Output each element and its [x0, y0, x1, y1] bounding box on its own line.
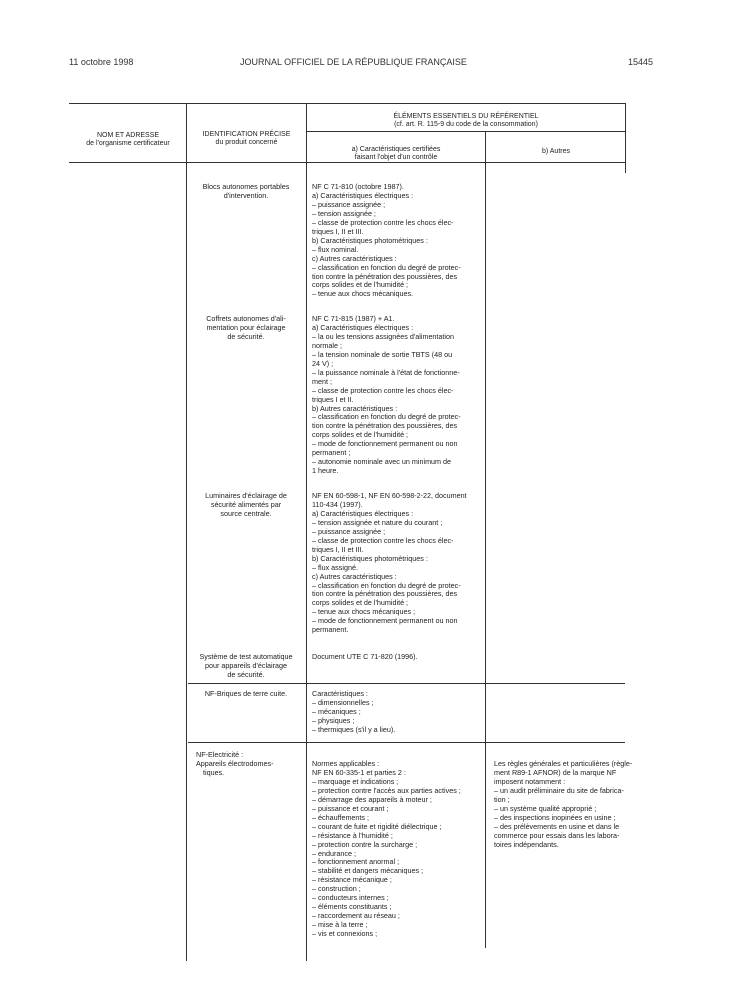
- spec-line: – tension assignée ;: [312, 208, 376, 218]
- spec-line: – classification en fonction du degré de protec-: [312, 412, 461, 422]
- column-header-autres: b) Autres: [541, 148, 570, 155]
- product-line: tiques.: [203, 767, 225, 777]
- spec-line: triques I et II.: [312, 394, 354, 404]
- spec-line: permanent ;: [312, 448, 351, 458]
- column-header-organisme: [72, 132, 184, 148]
- column-header-produit-line1: IDENTIFICATION PRÉCISE: [202, 131, 291, 138]
- spec-line: corps solides et de l'humidité ;: [312, 430, 409, 440]
- column-group-header: [310, 113, 622, 129]
- column-header-caracteristiques: [308, 146, 484, 162]
- spec-line: corps solides et de l'humidité ;: [312, 280, 409, 290]
- table-top-rule: [69, 103, 625, 104]
- spec-line: b) Caractéristiques photométriques :: [312, 235, 428, 245]
- col-divider-4: [625, 103, 626, 173]
- spec-line: NF C 71-815 (1987) + A1.: [312, 314, 395, 323]
- spec-line: tion contre la pénétration des poussières, des: [312, 271, 458, 281]
- product-name: [189, 492, 303, 519]
- spec-line: – protection contre la surcharge ;: [312, 839, 418, 849]
- spec-line: – puissance assignée ;: [312, 526, 386, 536]
- spec-line: – classe de protection contre les chocs élec-: [312, 217, 454, 227]
- spec-line: – flux nominal.: [312, 244, 359, 254]
- specs-list: [312, 690, 482, 735]
- spec-line: 1 heure.: [312, 466, 339, 476]
- table-header-bottom-rule: [69, 162, 625, 163]
- specs-list: [312, 653, 482, 662]
- spec-line: – physiques ;: [312, 715, 355, 725]
- spec-line: – puissance et courant ;: [312, 803, 389, 813]
- spec-line: – la puissance nominale à l'état de fonctionne-: [312, 367, 460, 377]
- other-line: – un système qualité approprié ;: [494, 803, 597, 813]
- spec-line: – vis et connexions ;: [312, 929, 378, 939]
- spec-line: – raccordement au réseau ;: [312, 911, 400, 921]
- spec-line: – résistance mécanique ;: [312, 875, 392, 885]
- spec-line: b) Autres caractéristiques :: [312, 403, 398, 413]
- column-header-produit: [188, 131, 305, 147]
- page-number: 15445: [628, 57, 654, 67]
- spec-line: permanent.: [312, 625, 349, 635]
- spec-line: – mécaniques ;: [312, 706, 361, 716]
- product-line: Blocs autonomes portables: [202, 182, 290, 191]
- product-name: [189, 183, 303, 201]
- product-line: d'intervention.: [223, 190, 269, 200]
- product-line: NF-Electricité :: [196, 750, 244, 759]
- spec-line: corps solides et de l'humidité ;: [312, 598, 409, 608]
- spec-line: a) Caractéristiques électriques :: [312, 322, 414, 332]
- spec-line: – courant de fuite et rigidité diélectrique ;: [312, 821, 442, 831]
- row-rule-1: [188, 683, 625, 684]
- product-name: [196, 751, 304, 778]
- column-header-caracteristiques-line1: a) Caractéristiques certifiées: [351, 146, 441, 153]
- spec-line: – mode de fonctionnement permanent ou non: [312, 439, 458, 449]
- spec-line: – protection contre l'accès aux parties actives ;: [312, 785, 461, 795]
- spec-line: tion contre la pénétration des poussières, des: [312, 421, 458, 431]
- col-divider-1: [186, 103, 187, 961]
- spec-line: Normes applicables :: [312, 759, 380, 768]
- product-line: Appareils électrodomes-: [196, 758, 274, 768]
- spec-line: – éléments constituants ;: [312, 902, 392, 912]
- spec-line: tion contre la pénétration des poussières, des: [312, 589, 458, 599]
- product-line: de sécurité.: [227, 669, 265, 679]
- specs-list: [312, 315, 482, 476]
- spec-line: – classe de protection contre les chocs élec-: [312, 535, 454, 545]
- column-header-organisme-line1: NOM ET ADRESSE: [96, 132, 160, 139]
- product-line: NF-Briques de terre cuite.: [204, 689, 288, 698]
- spec-line: b) Caractéristiques photométriques :: [312, 553, 428, 563]
- product-name: [189, 690, 303, 699]
- spec-line: – classe de protection contre les chocs élec-: [312, 385, 454, 395]
- column-group-header-line2: (cf. art. R. 115-9 du code de la consommation): [394, 121, 538, 128]
- product-line: source centrale.: [220, 508, 272, 518]
- row-rule-2: [188, 742, 625, 743]
- product-line: Système de test automatique: [199, 652, 293, 661]
- other-requirements: [494, 759, 633, 850]
- other-line: imposent notamment :: [494, 776, 566, 786]
- other-line: Les règles générales et particulières (règle-: [494, 759, 633, 768]
- other-line: tion ;: [494, 794, 510, 804]
- spec-line: – résistance à l'humidité ;: [312, 830, 393, 840]
- specs-list: [312, 492, 482, 635]
- spec-line: Document UTE C 71-820 (1996).: [312, 652, 418, 661]
- journal-title: JOURNAL OFFICIEL DE LA RÉPUBLIQUE FRANÇAISE: [240, 57, 467, 67]
- spec-line: – puissance assignée ;: [312, 199, 386, 209]
- spec-line: – classification en fonction du degré de protec-: [312, 262, 461, 272]
- spec-line: – échauffements ;: [312, 812, 370, 822]
- product-line: Luminaires d'éclairage de: [205, 491, 287, 500]
- column-header-caracteristiques-line2: faisant l'objet d'un contrôle: [354, 154, 438, 161]
- other-line: – des prélèvements en usine et dans le: [494, 821, 620, 831]
- specs-list: [312, 183, 482, 299]
- spec-line: – tension assignée et nature du courant ;: [312, 517, 443, 527]
- spec-line: Caractéristiques :: [312, 689, 368, 698]
- spec-line: – fonctionnement anormal ;: [312, 857, 400, 867]
- column-group-header-line1: ÉLÉMENTS ESSENTIELS DU RÉFÉRENTIEL: [393, 113, 539, 120]
- spec-line: c) Autres caractéristiques :: [312, 571, 397, 581]
- spec-line: NF EN 60-598-1, NF EN 60-598-2-22, document: [312, 491, 467, 500]
- spec-line: – tenue aux chocs mécaniques.: [312, 289, 414, 299]
- specs-list: [312, 760, 482, 939]
- spec-line: a) Caractéristiques électriques :: [312, 190, 414, 200]
- product-line: Coffrets autonomes d'ali-: [206, 314, 286, 323]
- spec-line: – flux assigné.: [312, 562, 358, 572]
- col-divider-3: [485, 131, 486, 948]
- product-line: sécurité alimentés par: [210, 499, 282, 509]
- spec-line: ment ;: [312, 376, 332, 386]
- other-line: – des inspections inopinées en usine ;: [494, 812, 616, 822]
- spec-line: 110-434 (1997).: [312, 499, 363, 509]
- spec-line: normale ;: [312, 340, 342, 350]
- product-name: [189, 315, 303, 342]
- product-line: pour appareils d'éclairage: [204, 660, 288, 670]
- product-line: de sécurité.: [227, 331, 265, 341]
- column-header-organisme-line2: de l'organisme certificateur: [86, 140, 170, 147]
- spec-line: – mise à la terre ;: [312, 920, 368, 930]
- product-name: [189, 653, 303, 680]
- other-line: commerce pour essais dans les labora-: [494, 830, 620, 840]
- spec-line: – la tension nominale de sortie TBTS (48 ou: [312, 349, 453, 359]
- product-line: mentation pour éclairage: [206, 322, 286, 332]
- header-date: 11 octobre 1998: [69, 57, 134, 67]
- spec-line: – marquage et indications ;: [312, 776, 399, 786]
- spec-line: – construction ;: [312, 884, 361, 894]
- header-group-rule: [307, 131, 625, 132]
- spec-line: NF EN 60-335-1 et parties 2 :: [312, 767, 406, 777]
- spec-line: NF C 71-810 (octobre 1987).: [312, 182, 404, 191]
- column-header-produit-line2: du produit concerné: [215, 139, 278, 146]
- spec-line: – stabilité et dangers mécaniques ;: [312, 866, 424, 876]
- spec-line: triques I, II et III.: [312, 226, 364, 236]
- spec-line: – démarrage des appareils à moteur ;: [312, 794, 432, 804]
- spec-line: – tenue aux chocs mécaniques ;: [312, 607, 416, 617]
- spec-line: – dimensionnelles ;: [312, 697, 374, 707]
- spec-line: 24 V) ;: [312, 358, 334, 368]
- spec-line: – conducteurs internes ;: [312, 893, 389, 903]
- spec-line: c) Autres caractéristiques :: [312, 253, 397, 263]
- other-line: – un audit préliminaire du site de fabrica-: [494, 785, 624, 795]
- spec-line: – la ou les tensions assignées d'alimentation: [312, 331, 455, 341]
- spec-line: triques I, II et III.: [312, 544, 364, 554]
- spec-line: – endurance ;: [312, 848, 356, 858]
- col-divider-2: [306, 103, 307, 961]
- spec-line: a) Caractéristiques électriques :: [312, 508, 414, 518]
- spec-line: – autonomie nominale avec un minimum de: [312, 457, 452, 467]
- other-line: toires indépendants.: [494, 839, 559, 849]
- spec-line: – mode de fonctionnement permanent ou non: [312, 616, 458, 626]
- spec-line: – classification en fonction du degré de protec-: [312, 580, 461, 590]
- other-line: ment R89-1 AFNOR) de la marque NF: [494, 767, 617, 777]
- spec-line: – thermiques (s'il y a lieu).: [312, 724, 396, 734]
